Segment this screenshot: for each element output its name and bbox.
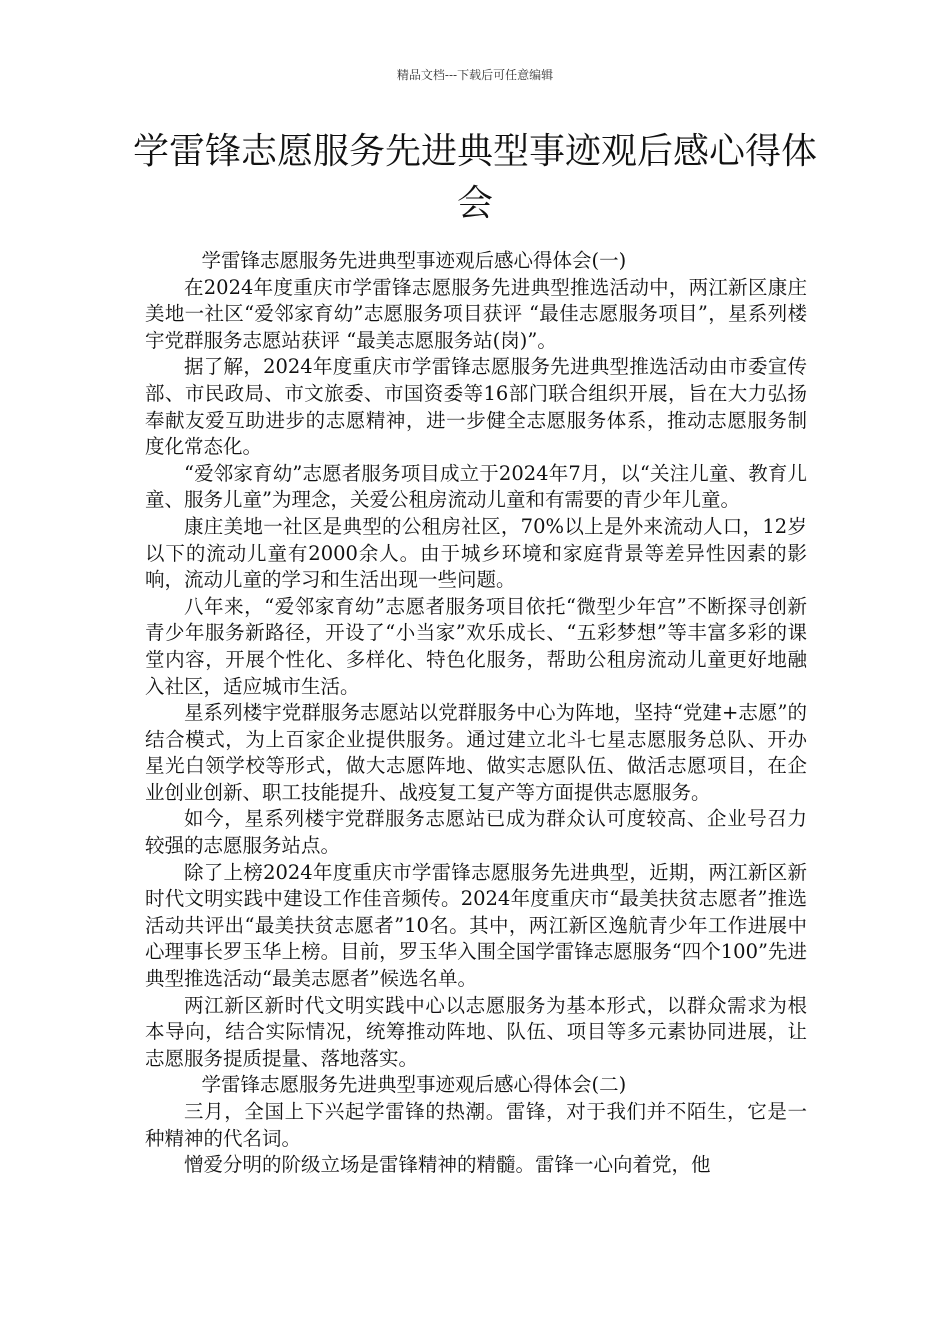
body-paragraph: 如今，星系列楼宇党群服务志愿站已成为群众认可度较高、企业号召力较强的志愿服务站点。 bbox=[145, 807, 807, 858]
body-paragraph: 据了解，2024年度重庆市学雷锋志愿服务先进典型推选活动由市委宣传部、市民政局、市文旅委、市国资委等16部门联合组织开展，旨在大力弘扬奉献友爱互助进步的志愿精神，进一步健全志愿服务体系，推动志愿服务制度化常态化。 bbox=[145, 355, 807, 459]
body-paragraph: 八年来，“爱邻家育幼”志愿者服务项目依托“微型少年宫”不断探寻创新青少年服务新路径，开设了“小当家”欢乐成长、“五彩梦想”等丰富多彩的课堂内容，开展个性化、多样化、特色化服务，帮助公租房流动儿童更好地融入社区，适应城市生活。 bbox=[145, 594, 807, 698]
page-header: 精品文档---下载后可任意编辑 bbox=[396, 68, 554, 82]
section-heading: 学雷锋志愿服务先进典型事迹观后感心得体会(二) bbox=[201, 1073, 627, 1097]
body-paragraph: 三月，全国上下兴起学雷锋的热潮。雷锋，对于我们并不陌生，它是一种精神的代名词。 bbox=[145, 1100, 807, 1150]
body-paragraph: 康庄美地一社区是典型的公租房社区，70%以上是外来流动人口，12岁以下的流动儿童有2000余人。由于城乡环境和家庭背景等差异性因素的影响，流动儿童的学习和生活出现一些问题。 bbox=[145, 514, 807, 592]
body-paragraph: 两江新区新时代文明实践中心以志愿服务为基本形式，以群众需求为根本导向，结合实际情况，统筹推动阵地、队伍、项目等多元素协同进展，让志愿服务提质提量、落地落实。 bbox=[145, 993, 807, 1070]
body-paragraph: 星系列楼宇党群服务志愿站以党群服务中心为阵地，坚持“党建+志愿”的结合模式，为上百家企业提供服务。通过建立北斗七星志愿服务总队、开办星光白领学校等形式，做大志愿阵地、做实志愿队伍、做活志愿项目，在企业创业创新、职工技能提升、战疫复工复产等方面提供志愿服务。 bbox=[145, 701, 807, 804]
body-paragraph: 在2024年度重庆市学雷锋志愿服务先进典型推选活动中，两江新区康庄美地一社区“爱邻家育幼”志愿服务项目获评 “最佳志愿服务项目”，星系列楼宇党群服务志愿站获评 “最美志愿服务站(岗)”。 bbox=[145, 275, 807, 352]
document-body bbox=[145, 248, 807, 1179]
body-paragraph: “爱邻家育幼”志愿者服务项目成立于2024年7月，以“关注儿童、教育儿童、服务儿童”为理念，关爱公租房流动儿童和有需要的青少年儿童。 bbox=[145, 461, 807, 512]
document-title: 学雷锋志愿服务先进典型事迹观后感心得体会 bbox=[132, 131, 817, 224]
body-paragraph: 憎爱分明的阶级立场是雷锋精神的精髓。雷锋一心向着党，他 bbox=[184, 1153, 711, 1177]
body-paragraph: 除了上榜2024年度重庆市学雷锋志愿服务先进典型，近期，两江新区新时代文明实践中建设工作佳音频传。2024年度重庆市“最美扶贫志愿者”推选活动共评出“最美扶贫志愿者”10名。其中，两江新区逸航青少年工作进展中心理事长罗玉华上榜。目前，罗玉华入围全国学雷锋志愿服务“四个100”先进典型推选活动“最美志愿者”候选名单。 bbox=[145, 860, 807, 991]
section-heading: 学雷锋志愿服务先进典型事迹观后感心得体会(一) bbox=[201, 249, 627, 272]
